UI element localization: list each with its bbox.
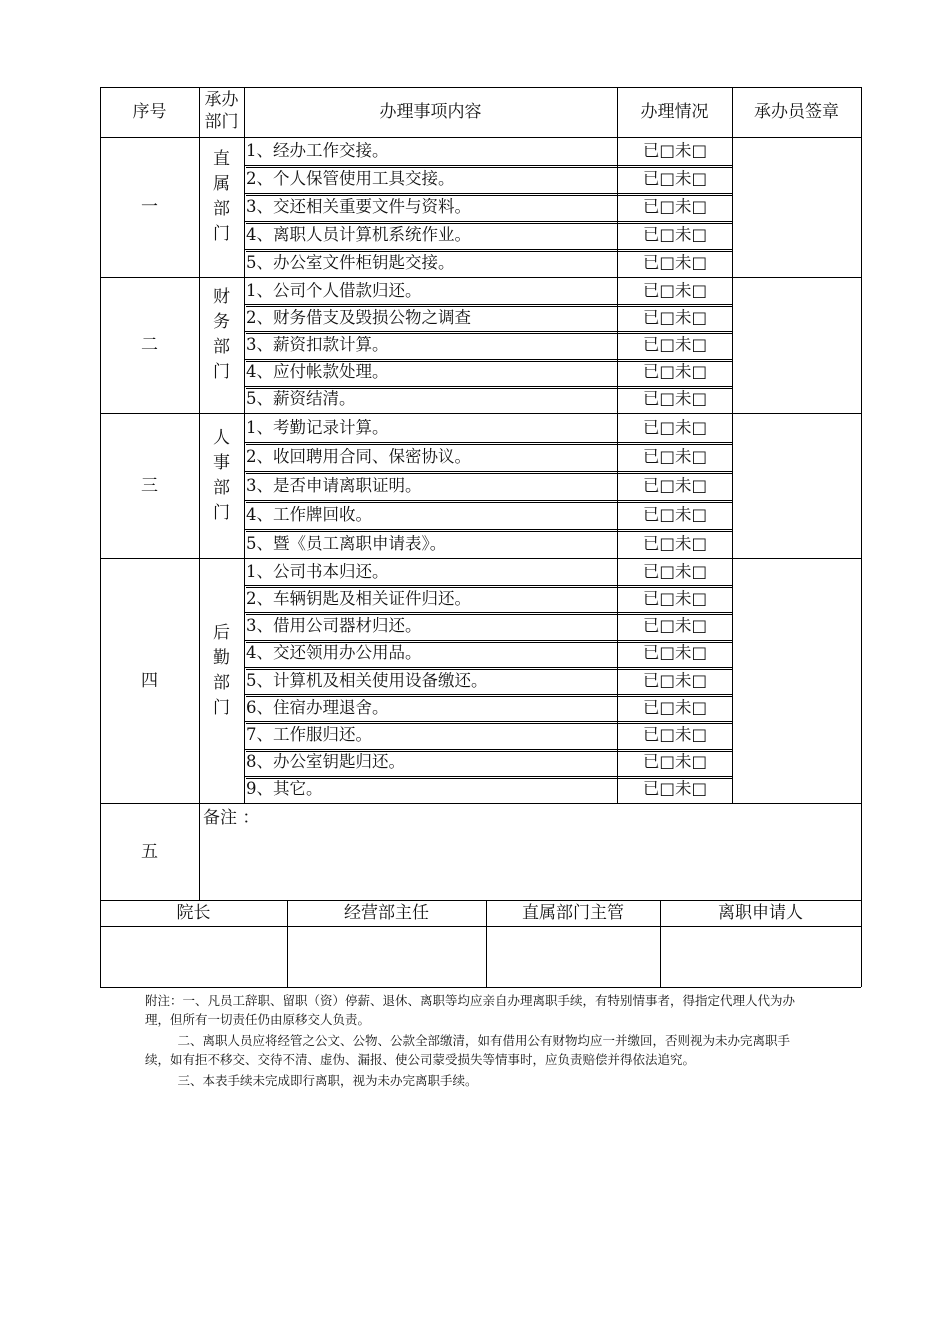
status-4-3[interactable]: 已□未□	[642, 616, 708, 636]
item-row-border	[244, 193, 732, 194]
status-1-3[interactable]: 已□未□	[642, 197, 708, 216]
status-4-8[interactable]: 已□未□	[642, 752, 708, 772]
section-dept-4: 后 勤 部 门	[213, 622, 230, 718]
item-1-1: 1、经办工作交接。	[246, 141, 389, 160]
status-1-4[interactable]: 已□未□	[642, 225, 708, 244]
header-signature: 承办员签章	[754, 102, 839, 122]
item-4-4: 4、交还领用办公用品。	[246, 643, 422, 663]
note-3: 三、本表手续未完成即行离职，视为未办完离职手续。	[177, 1073, 478, 1088]
item-row-border	[244, 249, 732, 250]
status-4-1[interactable]: 已□未□	[642, 561, 708, 581]
item-4-3: 3、借用公司器材归还。	[246, 616, 422, 636]
item-row-border	[244, 386, 732, 387]
item-4-8: 8、办公室钥匙归还。	[246, 752, 405, 772]
sign-field-1[interactable]	[101, 927, 286, 986]
item-row-border	[244, 721, 732, 722]
item-4-7: 7、工作服归还。	[246, 724, 372, 744]
header-bottom-border	[100, 137, 861, 138]
status-column-divider	[732, 87, 733, 803]
status-3-4[interactable]: 已□未□	[642, 504, 708, 524]
table-top-border	[100, 87, 861, 88]
item-row-border	[244, 500, 732, 501]
status-4-5[interactable]: 已□未□	[642, 670, 708, 690]
item-2-4: 4、应付帐款处理。	[246, 362, 389, 382]
item-2-3: 3、薪资扣款计算。	[246, 335, 389, 354]
status-4-7[interactable]: 已□未□	[642, 724, 708, 744]
item-row-border-inner	[246, 333, 732, 334]
header-status: 办理情况	[640, 102, 709, 122]
sign-field-2[interactable]	[288, 927, 485, 986]
item-4-2: 2、车辆钥匙及相关证件归还。	[246, 588, 471, 608]
item-1-3: 3、交还相关重要文件与资料。	[246, 197, 471, 216]
item-row-border-inner	[246, 195, 732, 196]
item-3-4: 4、工作牌回收。	[246, 504, 372, 524]
seq-column-divider	[199, 87, 200, 900]
section-dept-3: 人 事 部 门	[213, 427, 230, 523]
status-2-1[interactable]: 已□未□	[642, 280, 708, 300]
table-bottom-border	[100, 987, 861, 988]
status-4-4[interactable]: 已□未□	[642, 643, 708, 663]
item-1-5: 5、办公室文件柜钥匙交接。	[246, 253, 455, 272]
item-row-border	[244, 667, 732, 668]
header-seq: 序号	[132, 102, 167, 122]
notes-section	[145, 991, 810, 1090]
item-row-border	[244, 585, 732, 586]
status-3-2[interactable]: 已□未□	[642, 446, 708, 466]
section-dept-2: 财 务 部 门	[213, 287, 230, 382]
status-4-2[interactable]: 已□未□	[642, 588, 708, 608]
status-2-4[interactable]: 已□未□	[642, 362, 708, 382]
header-content: 办理事项内容	[379, 102, 482, 122]
item-4-9: 9、其它。	[246, 779, 323, 799]
sign-label-2: 经营部主任	[344, 903, 429, 923]
item-3-2: 2、收回聘用合同、保密协议。	[246, 446, 471, 466]
section-seq-1: 一	[141, 197, 158, 217]
item-2-1: 1、公司个人借款归还。	[246, 280, 422, 300]
item-row-border	[244, 471, 732, 472]
sign-label-3: 直属部门主管	[522, 903, 624, 923]
item-row-border-inner	[246, 167, 732, 168]
item-row-border-inner	[246, 531, 732, 532]
remarks-seq: 五	[141, 841, 158, 862]
status-3-1[interactable]: 已□未□	[642, 417, 708, 437]
section-dept-1: 直 属 部 门	[213, 149, 230, 244]
item-row-border-inner	[246, 502, 732, 503]
item-row-border-inner	[246, 614, 732, 615]
item-2-2: 2、财务借支及毁损公物之调查	[246, 307, 471, 327]
status-4-9[interactable]: 已□未□	[642, 779, 708, 799]
status-1-1[interactable]: 已□未□	[642, 141, 708, 160]
item-row-border-inner	[246, 444, 732, 445]
status-2-3[interactable]: 已□未□	[642, 335, 708, 354]
section-bottom-border	[100, 558, 861, 559]
status-2-2[interactable]: 已□未□	[642, 307, 708, 327]
item-row-border	[244, 359, 732, 360]
item-3-5: 5、暨《员工离职申请表》。	[246, 533, 447, 553]
item-row-border	[244, 529, 732, 530]
item-4-1: 1、公司书本归还。	[246, 561, 389, 581]
section-seq-3: 三	[141, 475, 158, 496]
section-seq-4: 四	[141, 670, 158, 691]
item-row-border	[244, 331, 732, 332]
item-row-border-inner	[246, 251, 732, 252]
item-4-6: 6、住宿办理退舍。	[246, 697, 389, 717]
item-row-border	[244, 612, 732, 613]
table-right-border	[861, 87, 862, 987]
item-2-5: 5、薪资结清。	[246, 389, 356, 409]
status-3-3[interactable]: 已□未□	[642, 475, 708, 495]
sign-label-1: 院长	[176, 903, 211, 923]
section-seq-2: 二	[141, 335, 158, 355]
item-row-border	[244, 694, 732, 695]
item-row-border-inner	[246, 723, 732, 724]
status-1-2[interactable]: 已□未□	[642, 169, 708, 188]
item-row-border	[244, 165, 732, 166]
sign-field-3[interactable]	[487, 927, 659, 986]
section-bottom-border	[100, 413, 861, 414]
section-bottom-border	[100, 277, 861, 278]
item-1-4: 4、离职人员计算机系统作业。	[246, 225, 471, 244]
item-row-border	[244, 640, 732, 641]
item-row-border	[244, 776, 732, 777]
dept-column-divider	[244, 87, 245, 803]
remarks-label: 备注 ：	[203, 808, 260, 828]
note-1: 附注：一、凡员工辞职、留职（资）停薪、退休、离职等均应亲自办理离职手续，有特别情事者，得指定代理人代为办理，但所有一切责任仍由原移交人负责。	[145, 993, 796, 1027]
item-1-2: 2、个人保管使用工具交接。	[246, 169, 455, 188]
status-2-5[interactable]: 已□未□	[642, 389, 708, 409]
remarks-bottom-border	[100, 900, 861, 901]
item-row-border-inner	[246, 473, 732, 474]
item-row-border	[244, 304, 732, 305]
item-3-3: 3、是否申请离职证明。	[246, 475, 422, 495]
section-bottom-border	[100, 803, 861, 804]
sign-field-4[interactable]	[661, 927, 860, 986]
note-2: 二、离职人员应将经管之公文、公物、公款全部缴清，如有借用公有财物均应一并缴回，否则视为未办完离职手续，如有拒不移交、交待不清、虚伪、漏报、使公司蒙受损失等情事时，应负责赔偿并得依法追究。	[145, 1033, 791, 1067]
status-1-5[interactable]: 已□未□	[642, 253, 708, 272]
header-dept: 承办部门	[204, 90, 239, 132]
item-row-border	[244, 221, 732, 222]
item-4-5: 5、计算机及相关使用设备缴还。	[246, 670, 488, 690]
item-row-border	[244, 442, 732, 443]
status-4-6[interactable]: 已□未□	[642, 697, 708, 717]
sign-label-4: 离职申请人	[718, 903, 803, 923]
status-3-5[interactable]: 已□未□	[642, 533, 708, 553]
item-row-border	[244, 749, 732, 750]
item-3-1: 1、考勤记录计算。	[246, 417, 389, 437]
item-row-border-inner	[246, 223, 732, 224]
